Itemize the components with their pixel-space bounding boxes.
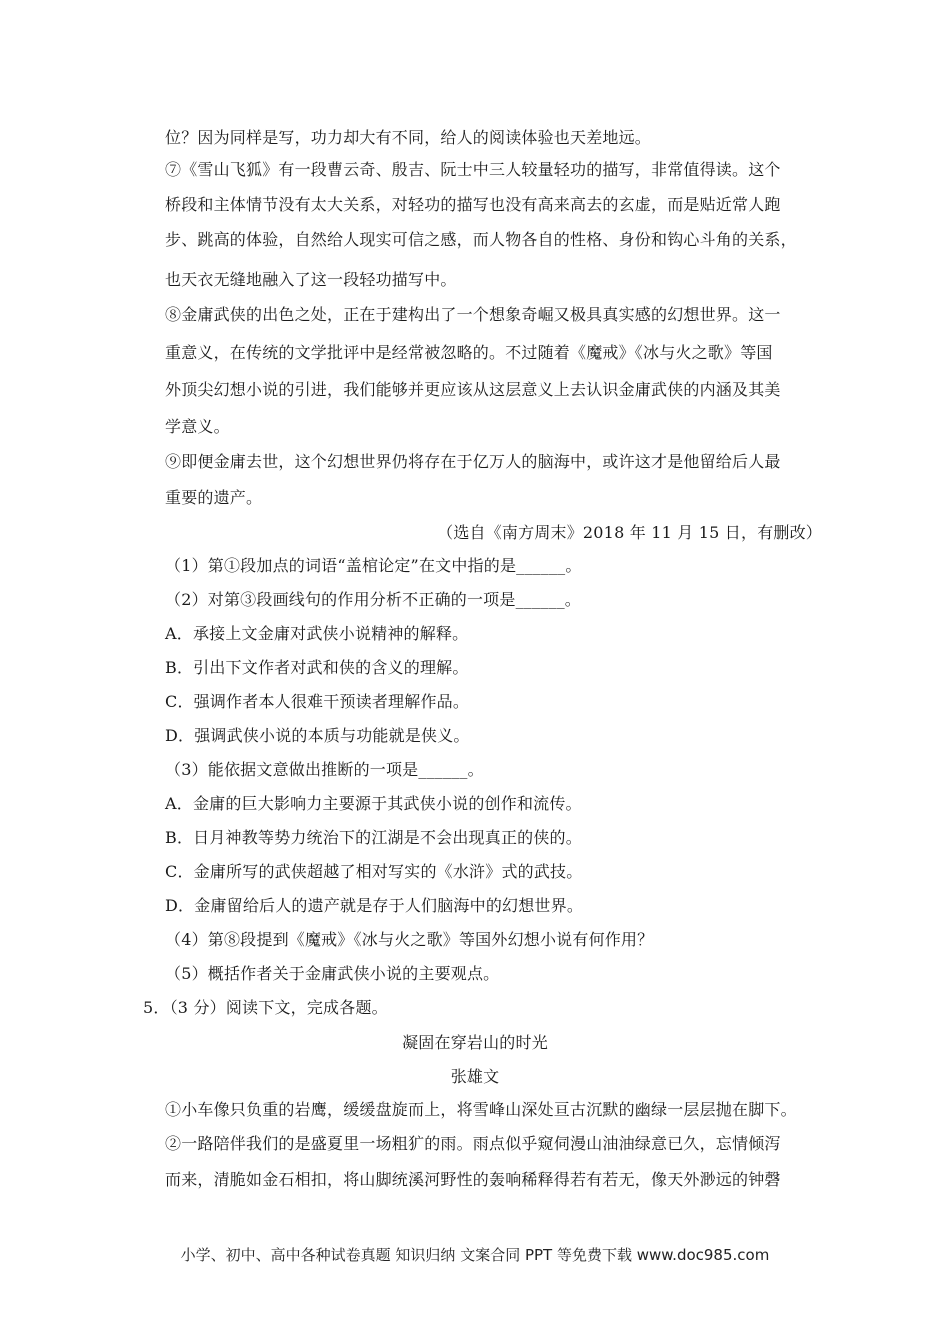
question-4: （4）第⑧段提到《魔戒》《冰与火之歌》等国外幻想小说有何作用？ (165, 930, 654, 949)
question-3-option-d: D．金庸留给后人的遗产就是存于人们脑海中的幻想世界。 (165, 896, 584, 915)
article-line: 桥段和主体情节没有太大关系，对轻功的描写也没有高来高去的玄虚，而是贴近常人跑 (165, 195, 781, 214)
question-3-option-c: C．金庸所写的武侠超越了相对写实的《水浒》式的武技。 (165, 862, 583, 881)
question-3-option-b: B．日月神教等势力统治下的江湖是不会出现真正的侠的。 (165, 828, 582, 847)
question-2-option-c: C．强调作者本人很难干预读者理解作品。 (165, 692, 470, 711)
article-line: ⑨即便金庸去世，这个幻想世界仍将存在于亿万人的脑海中，或许这才是他留给后人最 (165, 452, 781, 471)
article-line: 外顶尖幻想小说的引进，我们能够并更应该从这层意义上去认识金庸武侠的内涵及其美 (165, 380, 781, 399)
question-2-option-a: A．承接上文金庸对武侠小说精神的解释。 (165, 624, 469, 643)
passage-line: ②一路陪伴我们的是盛夏里一场粗犷的雨。雨点似乎窥伺漫山油油绿意已久，忘情倾泻 (165, 1134, 781, 1153)
article-source: （选自《南方周末》2018 年 11 月 15 日，有删改） (437, 523, 822, 542)
article-line: ⑦《雪山飞狐》有一段曹云奇、殷吉、阮士中三人较量轻功的描写，非常值得读。这个 (165, 160, 781, 179)
page-footer: 小学、初中、高中各种试卷真题 知识归纳 文案合同 PPT 等免费下载 www.doc985.com (180, 1246, 770, 1264)
passage-author: 张雄文 (450, 1067, 500, 1086)
question-2: （2）对第③段画线句的作用分析不正确的一项是______。 (165, 590, 581, 609)
question-5: （5）概括作者关于金庸武侠小说的主要观点。 (165, 964, 500, 983)
article-line: ⑧金庸武侠的出色之处，正在于建构出了一个想象奇崛又极具真实感的幻想世界。这一 (165, 305, 781, 324)
passage-title: 凝固在穿岩山的时光 (402, 1033, 548, 1052)
article-line: 重要的遗产。 (165, 488, 263, 507)
question-3: （3）能依据文意做出推断的一项是______。 (165, 760, 484, 779)
question-2-option-d: D．强调武侠小说的本质与功能就是侠义。 (165, 726, 470, 745)
question-1: （1）第①段加点的词语“盖棺论定”在文中指的是______。 (165, 556, 582, 575)
article-line: 也天衣无缝地融入了这一段轻功描写中。 (165, 270, 457, 289)
article-line: 步、跳高的体验，自然给人现实可信之感，而人物各自的性格、身份和钩心斗角的关系， (165, 230, 797, 249)
article-line: 学意义。 (165, 417, 230, 436)
question-3-option-a: A．金庸的巨大影响力主要源于其武侠小说的创作和流传。 (165, 794, 582, 813)
passage-line: ①小车像只负重的岩鹰，缓缓盘旋而上，将雪峰山深处亘古沉默的幽绿一层层抛在脚下。 (165, 1100, 797, 1119)
item-5-heading: 5．（3 分）阅读下文，完成各题。 (143, 998, 388, 1017)
passage-line: 而来，清脆如金石相扣，将山脚统溪河野性的轰响稀释得若有若无，像天外渺远的钟磬 (165, 1170, 781, 1189)
question-2-option-b: B．引出下文作者对武和侠的含义的理解。 (165, 658, 469, 677)
article-line: 重意义，在传统的文学批评中是经常被忽略的。不过随着《魔戒》《冰与火之歌》等国 (165, 343, 773, 362)
article-line: 位？因为同样是写，功力却大有不同，给人的阅读体验也天差地远。 (165, 128, 652, 147)
